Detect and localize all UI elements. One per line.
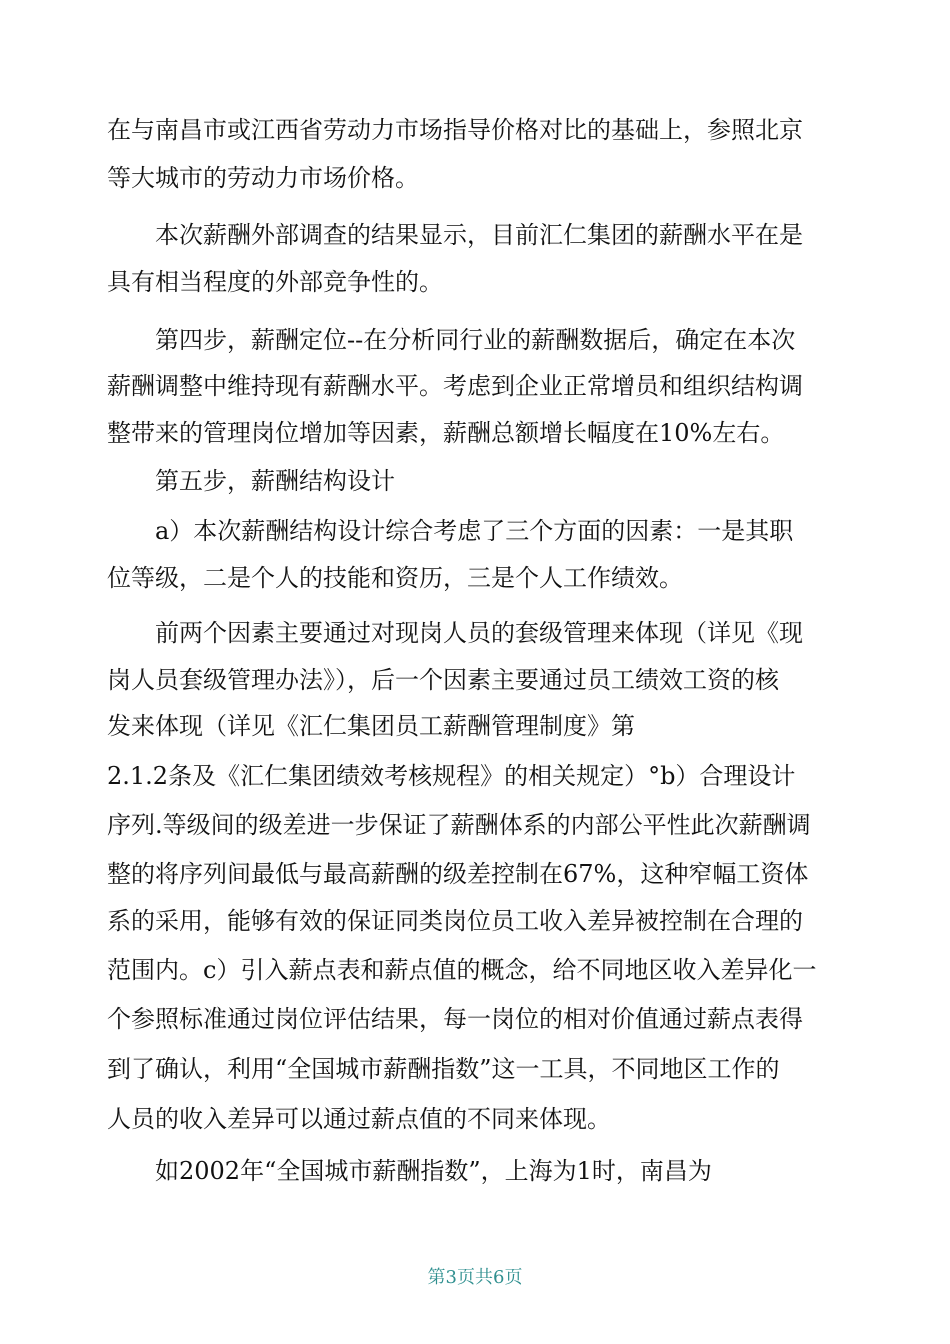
paragraph-line: 发来体现（详见《汇仁集团员工薪酬管理制度》第 <box>107 712 635 740</box>
paragraph-line: 第四步，薪酬定位--在分析同行业的薪酬数据后，确定在本次 <box>155 326 796 354</box>
paragraph-line: 序列.等级间的级差进一步保证了薪酬体系的内部公平性此次薪酬调 <box>107 811 811 839</box>
paragraph-line: 到了确认，利用“全国城市薪酬指数”这一工具，不同地区工作的 <box>107 1055 780 1083</box>
section-heading: 第五步，薪酬结构设计 <box>155 467 395 495</box>
paragraph-line: a）本次薪酬结构设计综合考虑了三个方面的因素：一是其职 <box>155 517 794 545</box>
paragraph-line: 2.1.2条及《汇仁集团绩效考核规程》的相关规定）°b）合理设计 <box>107 762 796 790</box>
paragraph-line: 前两个因素主要通过对现岗人员的套级管理来体现（详见《现 <box>155 619 803 647</box>
paragraph-line: 具有相当程度的外部竞争性的。 <box>107 268 443 296</box>
paragraph-line: 整带来的管理岗位增加等因素，薪酬总额增长幅度在10%左右。 <box>107 419 785 447</box>
paragraph-line: 如2002年“全国城市薪酬指数”，上海为1时，南昌为 <box>155 1157 712 1185</box>
paragraph-line: 在与南昌市或江西省劳动力市场指导价格对比的基础上，参照北京 <box>107 116 803 144</box>
page-number-footer: 第3页共6页 <box>427 1267 523 1288</box>
paragraph-line: 个参照标准通过岗位评估结果，每一岗位的相对价值通过薪点表得 <box>107 1005 803 1033</box>
paragraph-line: 范围内。c）引入薪点表和薪点值的概念，给不同地区收入差异化一 <box>107 956 817 984</box>
paragraph-line: 岗人员套级管理办法》），后一个因素主要通过员工绩效工资的核 <box>107 666 779 694</box>
paragraph-line: 人员的收入差异可以通过薪点值的不同来体现。 <box>107 1105 611 1133</box>
paragraph-line: 整的将序列间最低与最高薪酬的级差控制在67%，这种窄幅工资体 <box>107 860 809 888</box>
paragraph-line: 薪酬调整中维持现有薪酬水平。考虑到企业正常增员和组织结构调 <box>107 372 803 400</box>
paragraph-line: 本次薪酬外部调查的结果显示，目前汇仁集团的薪酬水平在是 <box>155 221 803 249</box>
paragraph-line: 等大城市的劳动力市场价格。 <box>107 164 419 192</box>
paragraph-line: 系的采用，能够有效的保证同类岗位员工收入差异被控制在合理的 <box>107 907 803 935</box>
paragraph-line: 位等级，二是个人的技能和资历，三是个人工作绩效。 <box>107 564 683 592</box>
